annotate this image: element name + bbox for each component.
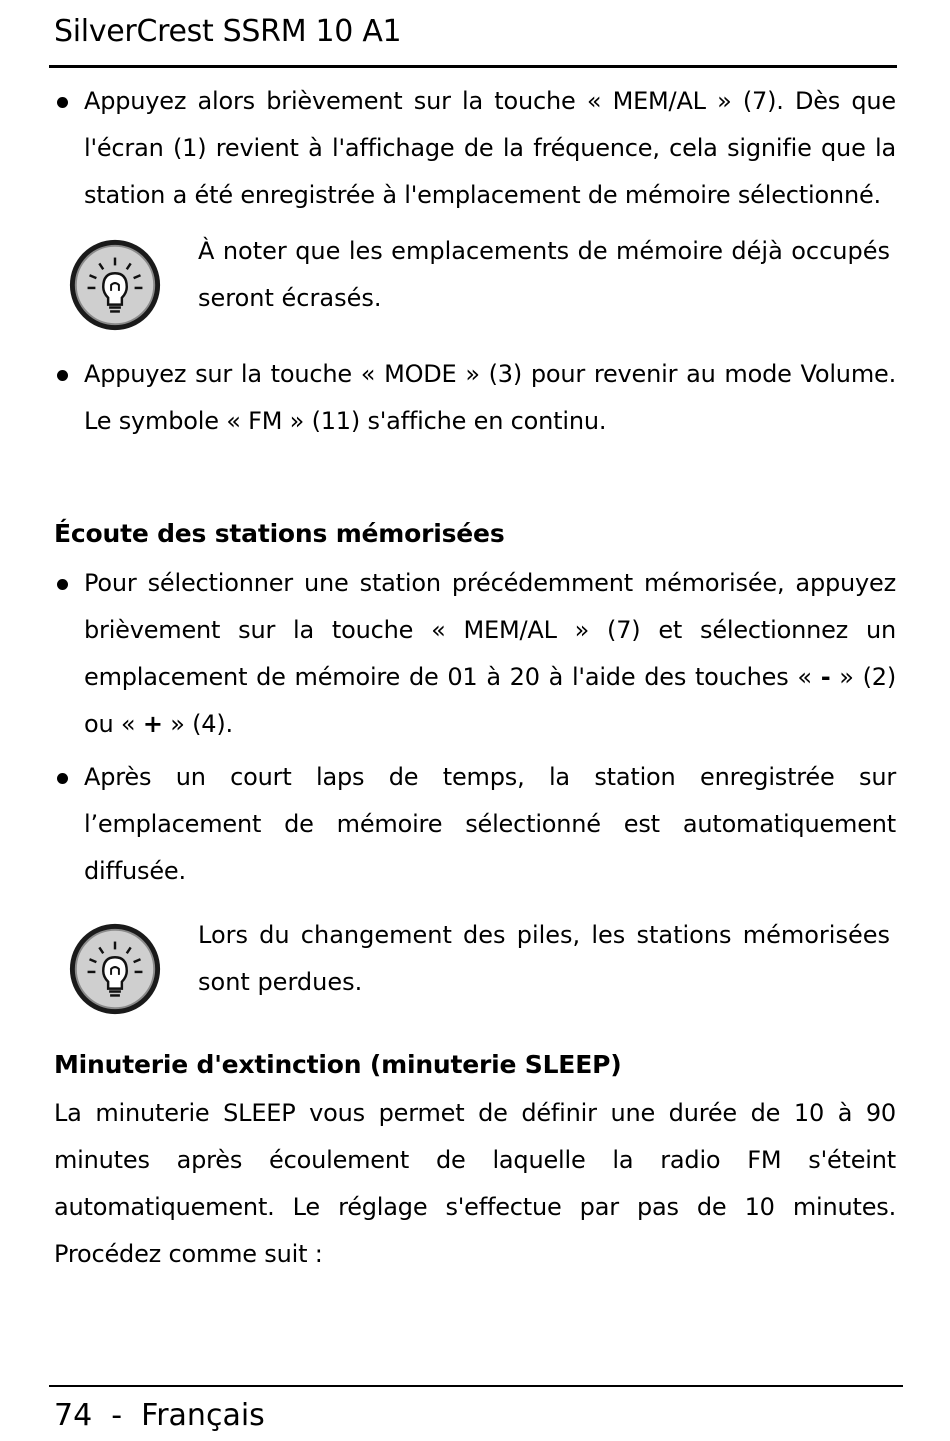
page-content: [54, 78, 896, 1278]
footer-divider: [49, 1385, 903, 1387]
note-text: À noter que les emplacements de mémoire déjà occupés seront écrasés.: [198, 237, 890, 312]
list-item-auto-play: Après un court laps de temps, la station enregistrée sur l’emplacement de mémoire sélectionné est automatiquement diffusée.: [54, 754, 896, 895]
list-item-mode-return: Appuyez sur la touche « MODE » (3) pour revenir au mode Volume. Le symbole « FM » (11) s'affiche en continu.: [54, 351, 896, 445]
header-divider: [49, 65, 897, 68]
key-minus: -: [820, 663, 831, 691]
sleep-timer-paragraph: La minuterie SLEEP vous permet de définir une durée de 10 à 90 minutes après écoulement de laquelle la radio FM s'éteint automatiquement. Le réglage s'effectue par pas de 10 minutes. Procédez comme suit :: [54, 1099, 896, 1268]
note-overwrite: [54, 228, 896, 346]
list-item-save-confirm: Appuyez alors brièvement sur la touche « MEM/AL » (7). Dès que l'écran (1) revient à l'affichage de la fréquence, cela signifie que la station a été enregistrée à l'emplacement de mémoire sélectionné.: [54, 78, 896, 219]
page-header-title: SilverCrest SSRM 10 A1: [54, 14, 402, 49]
lightbulb-icon: [66, 920, 164, 1018]
list-item-text: » (4).: [162, 710, 233, 738]
lightbulb-icon: [66, 236, 164, 334]
section-heading-stored-stations: Écoute des stations mémorisées: [54, 519, 505, 548]
list-item-select-station: [54, 560, 896, 748]
section-heading-sleep-timer: Minuterie d'extinction (minuterie SLEEP): [54, 1050, 622, 1079]
note-batteries: [54, 912, 896, 1030]
key-plus: +: [142, 710, 163, 738]
list-item-text: » (2) ou «: [84, 663, 896, 738]
list-item-text: Pour sélectionner une station précédemment mémorisée, appuyez brièvement sur la touche « MEM/AL » (7) et sélectionnez un emplacement de mémoire de 01 à 20 à l'aide des touches «: [84, 569, 896, 691]
note-text: Lors du changement des piles, les stations mémorisées sont perdues.: [198, 921, 890, 996]
page-number-label: 74 - Français: [54, 1398, 265, 1433]
